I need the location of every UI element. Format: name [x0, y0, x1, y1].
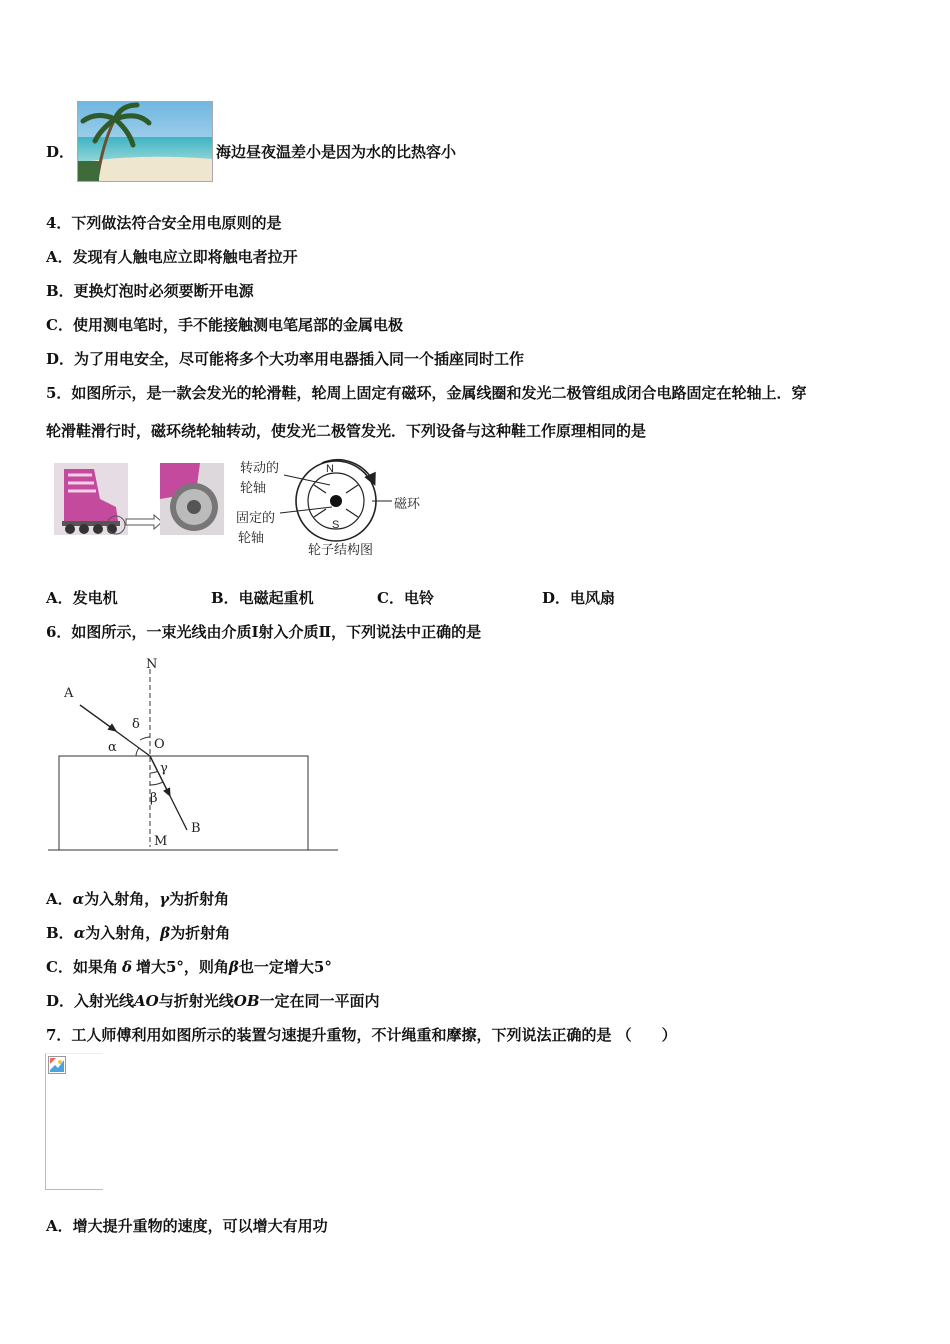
option-c [46, 956, 332, 977]
label-b: B [191, 821, 201, 836]
option-text: 为折射角 [170, 924, 231, 942]
refraction-diagram [44, 655, 344, 855]
label-fixed-axle-1: 固定的 [236, 510, 276, 525]
label-pole-s: S [332, 519, 340, 531]
beach-photo [77, 101, 213, 182]
label-m: M [154, 834, 168, 849]
option-b [46, 922, 230, 943]
label-pole-n: N [326, 463, 334, 475]
label-n: N [146, 657, 158, 672]
option-prefix: D．入射光线 [46, 992, 135, 1010]
symbol: β [160, 924, 171, 942]
label-rotating-axle-1: 转动的 [240, 460, 280, 475]
broken-image-placeholder [45, 1053, 103, 1190]
option-letter: D． [46, 143, 75, 161]
symbol: α [72, 890, 85, 908]
option-d: D．电风扇 [542, 589, 616, 607]
option-a: A．发电机 [46, 589, 118, 607]
option-a: A．发现有人触电应立即将触电者拉开 [46, 248, 298, 266]
symbol: β [228, 958, 239, 976]
label-beta: β [150, 791, 158, 806]
option-text: 海边昼夜温差小是因为水的比热容小 [216, 143, 457, 161]
option-a: A．增大提升重物的速度，可以增大有用功 [46, 1217, 328, 1235]
option-c: C．电铃 [377, 589, 434, 607]
broken-image-icon [48, 1056, 66, 1074]
question-stem-line-2: 轮滑鞋滑行时，磁环绕轮轴转动，使发光二极管发光．下列设备与这种鞋工作原理相同的是 [46, 422, 647, 440]
label-gamma: γ [160, 761, 168, 776]
option-b: B．电磁起重机 [211, 589, 314, 607]
option-text: 为入射角， [85, 924, 161, 942]
label-a: A [64, 686, 74, 701]
wheel-photo [160, 463, 224, 535]
symbol: AO [134, 992, 159, 1010]
option-prefix: A． [46, 890, 73, 908]
question-stem: 6．如图所示，一束光线由介质Ⅰ射入介质Ⅱ，下列说法中正确的是 [46, 623, 482, 641]
option-d [46, 990, 380, 1011]
symbol: δ [121, 958, 132, 976]
option-prefix: B． [46, 924, 74, 942]
option-text: 增大5°，则角 [135, 958, 229, 976]
option-text: 为入射角， [84, 890, 160, 908]
label-delta: δ [132, 717, 140, 732]
label-rotating-axle-2: 轮轴 [240, 480, 267, 495]
label-fixed-axle-2: 轮轴 [238, 530, 265, 545]
symbol: γ [159, 890, 170, 908]
option-text: 也一定增大5° [238, 958, 332, 976]
label-magnet-ring: 磁环 [394, 496, 421, 511]
label-o: O [154, 737, 165, 752]
option-b: B．更换灯泡时必须要断开电源 [46, 282, 254, 300]
label-alpha: α [108, 740, 117, 755]
question-stem-line-1: 5．如图所示，是一款会发光的轮滑鞋，轮周上固定有磁环，金属线圈和发光二极管组成闭合电路固定在轮轴上．穿 [46, 384, 807, 402]
option-text: 与折射光线 [158, 992, 234, 1010]
figure-caption: 轮子结构图 [308, 542, 374, 557]
roller-skate-figure [50, 455, 440, 560]
option-a [46, 888, 229, 909]
option-d: D．为了用电安全，尽可能将多个大功率用电器插入同一个插座同时工作 [46, 350, 525, 368]
symbol: OB [233, 992, 260, 1010]
option-text: 为折射角 [169, 890, 230, 908]
question-stem: 4．下列做法符合安全用电原则的是 [46, 214, 282, 232]
symbol: α [73, 924, 86, 942]
zoom-arrow-icon [106, 505, 166, 539]
option-text: 一定在同一平面内 [259, 992, 380, 1010]
question-stem: 7．工人师傅利用如图所示的装置匀速提升重物，不计绳重和摩擦，下列说法正确的是 （ ） [46, 1026, 677, 1044]
option-prefix: C．如果角 [46, 958, 118, 976]
option-c: C．使用测电笔时，手不能接触测电笔尾部的金属电极 [46, 316, 403, 334]
